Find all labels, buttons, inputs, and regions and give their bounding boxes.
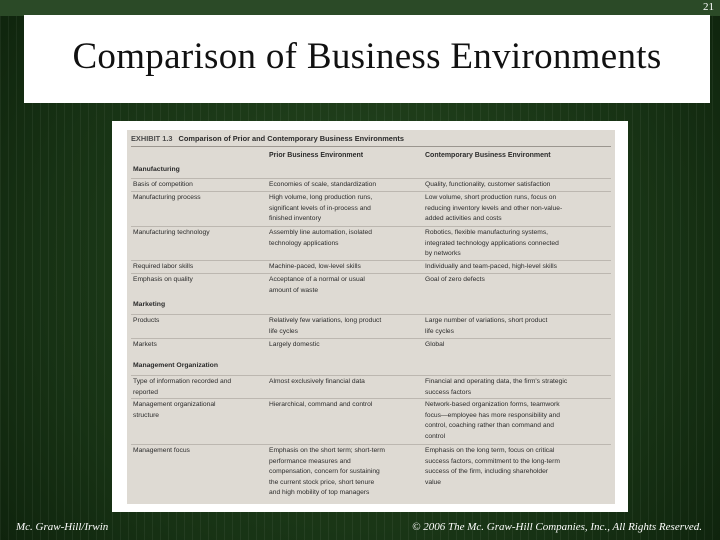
exhibit-number: EXHIBIT 1.3 <box>131 134 173 143</box>
row-prior: Largely domestic <box>269 341 320 348</box>
exhibit-header <box>131 134 404 143</box>
section-manufacturing: Manufacturing <box>133 166 180 173</box>
header-rule <box>131 146 611 147</box>
row-prior: Emphasis on the short term; short-term performance measures and compensation, concern for sustaining the current stock price, short tenure and high mobility of top managers <box>269 447 385 497</box>
footer-publisher: Mc. Graw-Hill/Irwin <box>16 521 109 533</box>
row-contemporary: Network-based organization forms, teamwork focus—employee has more responsibility and control, coaching rather than command and control <box>425 401 560 440</box>
row-prior: High volume, long production runs, significant levels of in-process and finished inventory <box>269 194 373 223</box>
slide-number: 21 <box>703 1 714 13</box>
row-contemporary: Large number of variations, short product life cycles <box>425 317 548 335</box>
col-header-contemporary: Contemporary Business Environment <box>425 152 551 159</box>
row-contemporary: Emphasis on the long term, focus on critical success factors, commitment to the long-term success of the firm, including shareholder value <box>425 447 560 486</box>
top-bar <box>0 0 720 16</box>
col-header-prior: Prior Business Environment <box>269 152 364 159</box>
section-marketing: Marketing <box>133 301 166 308</box>
row-contemporary: Financial and operating data, the firm's strategic success factors <box>425 378 568 396</box>
row-prior: Economies of scale, standardization <box>269 181 377 188</box>
row-contemporary: Robotics, flexible manufacturing systems, integrated technology applications connected by networks <box>425 229 559 258</box>
row-prior: Machine-paced, low-level skills <box>269 263 361 270</box>
row-label: Required labor skills <box>133 263 194 270</box>
row-label: Management organizational structure <box>133 401 216 419</box>
row-contemporary: Individually and team-paced, high-level skills <box>425 263 557 270</box>
row-label: Manufacturing process <box>133 194 201 201</box>
footer-copyright: © 2006 The Mc. Graw-Hill Companies, Inc., All Rights Reserved. <box>412 521 702 533</box>
content-box <box>112 121 628 512</box>
title-box <box>24 15 710 103</box>
row-prior: Hierarchical, command and control <box>269 401 373 408</box>
row-contemporary: Goal of zero defects <box>425 276 485 283</box>
row-label: Basis of competition <box>133 181 193 188</box>
row-contemporary: Global <box>425 341 445 348</box>
row-label: Type of information recorded and reported <box>133 378 232 396</box>
row-contemporary: Low volume, short production runs, focus on reducing inventory levels and other non-value- added activities and costs <box>425 194 563 223</box>
row-contemporary: Quality, functionality, customer satisfaction <box>425 181 551 188</box>
row-label: Management focus <box>133 447 190 454</box>
exhibit-table <box>127 130 615 504</box>
row-prior: Acceptance of a normal or usual amount of waste <box>269 276 365 294</box>
row-label: Products <box>133 317 160 324</box>
row-label: Manufacturing technology <box>133 229 210 236</box>
slide-title: Comparison of Business Environments <box>72 36 662 77</box>
row-label: Emphasis on quality <box>133 276 193 283</box>
row-label: Markets <box>133 341 157 348</box>
section-management: Management Organization <box>133 362 218 369</box>
row-prior: Almost exclusively financial data <box>269 378 365 385</box>
exhibit-caption: Comparison of Prior and Contemporary Business Environments <box>178 134 405 143</box>
row-prior: Assembly line automation, isolated technology applications <box>269 229 372 247</box>
row-prior: Relatively few variations, long product life cycles <box>269 317 382 335</box>
